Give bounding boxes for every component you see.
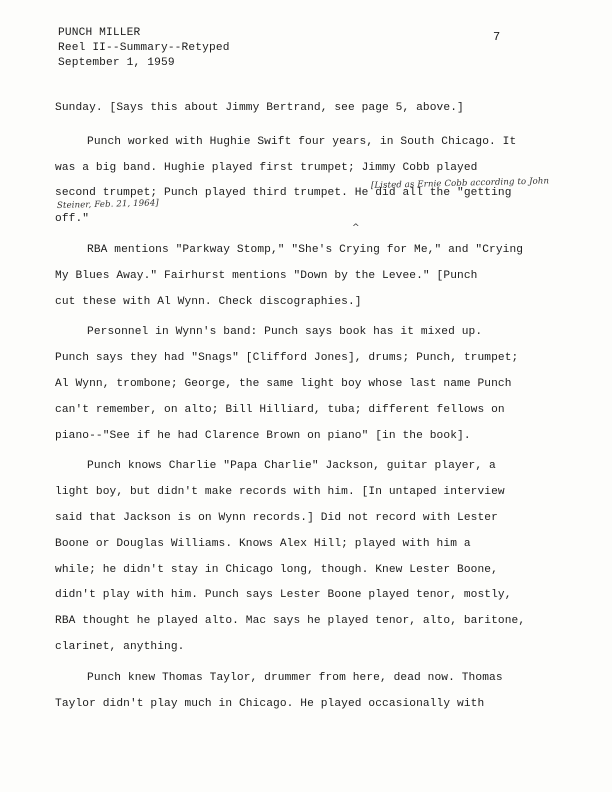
paragraph-5 [55,454,565,660]
insertion-caret: ^ [352,222,360,233]
text-line: Punch knew Thomas Taylor, drummer from here, dead now. Thomas [87,671,503,684]
page-number: 7 [493,30,501,44]
handwritten-annotation-continued: Steiner, Feb. 21, 1964] [56,198,159,211]
text-line: clarinet, anything. [55,640,185,653]
text-line: was a big band. Hughie played first trumpet; Jimmy Cobb played [55,161,478,174]
text-line: Sunday. [Says this about Jimmy Bertrand, see page 5, above.] [55,102,464,114]
text-line: light boy, but didn't make records with him. [In untaped interview [55,486,505,499]
text-line: Punch knows Charlie "Papa Charlie" Jackson, guitar player, a [87,460,496,473]
text-line: Punch says they had "Snags" [Clifford Jones], drums; Punch, trumpet; [55,352,519,365]
text-line: second trumpet; Punch played third trumpet. He did all the "getting [55,187,512,200]
text-line: piano--"See if he had Clarence Brown on piano" [in the book]. [55,429,471,442]
text-line: can't remember, on alto; Bill Hilliard, tuba; different fellows on [55,403,505,416]
text-line: Taylor didn't play much in Chicago. He played occasionally with [55,697,485,710]
header-reel: Reel II--Summary--Retyped [58,42,230,55]
text-line: cut these with Al Wynn. Check discographies.] [55,295,362,308]
text-line: Al Wynn, trombone; George, the same light boy whose last name Punch [55,377,512,390]
document-body [55,96,565,722]
paragraph-3 [55,238,565,315]
text-line: while; he didn't stay in Chicago long, though. Knew Lester Boone, [55,563,498,576]
handwritten-annotation: [Listed as Ernie Cobb according to John [370,176,550,191]
text-line: Punch worked with Hughie Swift four years, in South Chicago. It [87,135,517,148]
header-date: September 1, 1959 [58,57,175,70]
text-line: said that Jackson is on Wynn records.] Did not record with Lester [55,511,498,524]
text-line: RBA mentions "Parkway Stomp," "She's Crying for Me," and "Crying [87,243,524,256]
text-line: Boone or Douglas Williams. Knows Alex Hill; played with him a [55,537,471,550]
text-line: off." [55,213,90,226]
text-line: didn't play with him. Punch says Lester Boone played tenor, mostly, [55,589,512,602]
paragraph-1 [55,96,565,122]
text-line: My Blues Away." Fairhurst mentions "Down by the Levee." [Punch [55,269,478,282]
paragraph-2 [55,130,565,233]
text-line: RBA thought he played alto. Mac says he played tenor, alto, baritone, [55,615,526,628]
text-line: Personnel in Wynn's band: Punch says book has it mixed up. [87,326,483,339]
document-header [58,26,230,72]
header-title: PUNCH MILLER [58,27,141,39]
paragraph-6 [55,666,565,718]
paragraph-4 [55,320,565,449]
